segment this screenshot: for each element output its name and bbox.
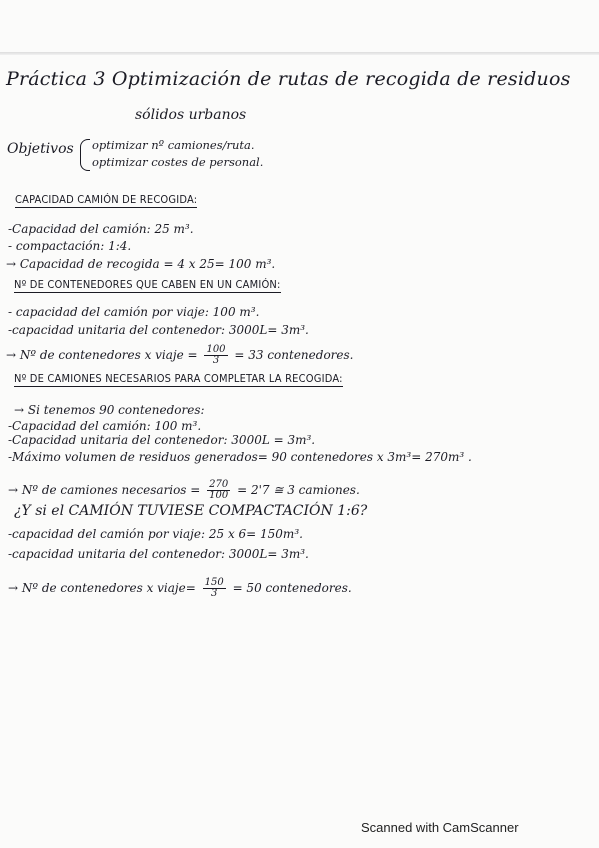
page-title: Práctica 3 Optimización de rutas de recogida de residuos bbox=[6, 68, 571, 90]
result-line bbox=[8, 480, 360, 501]
result-suffix: = 33 contenedores. bbox=[234, 348, 354, 362]
result-prefix: → Nº de camiones necesarios = bbox=[8, 483, 201, 497]
fraction bbox=[207, 480, 230, 501]
result-suffix: = 2'7 ≅ 3 camiones. bbox=[237, 483, 360, 497]
page-subtitle: sólidos urbanos bbox=[135, 107, 247, 123]
fraction-numerator: 150 bbox=[204, 577, 224, 588]
note-line: → Si tenemos 90 contenedores: bbox=[14, 403, 205, 417]
fraction bbox=[203, 578, 226, 599]
result-suffix: = 50 contenedores. bbox=[232, 581, 352, 595]
note-line: -Capacidad unitaria del contenedor: 3000L = 3m³. bbox=[8, 433, 316, 447]
fraction-denominator: 3 bbox=[211, 588, 218, 599]
objective-item: optimizar nº camiones/ruta. bbox=[92, 138, 255, 152]
section-question: ¿Y si el CAMIÓN TUVIESE COMPACTACIÓN 1:6? bbox=[14, 503, 368, 519]
fraction bbox=[204, 345, 227, 366]
fraction-denominator: 100 bbox=[209, 490, 229, 501]
note-line: -capacidad unitaria del contenedor: 3000L= 3m³. bbox=[8, 547, 309, 561]
section-heading-trucks: Nº DE CAMIONES NECESARIOS PARA COMPLETAR LA RECOGIDA: bbox=[14, 372, 343, 385]
section-heading-capacity: CAPACIDAD CAMIÓN DE RECOGIDA: bbox=[15, 193, 198, 206]
note-line: -Capacidad del camión: 25 m³. bbox=[8, 222, 194, 236]
result-line bbox=[8, 578, 352, 599]
result-prefix: → Nº de contenedores x viaje= bbox=[8, 581, 196, 595]
objective-item: optimizar costes de personal. bbox=[92, 155, 264, 169]
fraction-numerator: 100 bbox=[206, 344, 226, 355]
scanner-watermark: Scanned with CamScanner bbox=[361, 820, 519, 835]
objectives-brace bbox=[80, 139, 90, 171]
result-prefix: → Nº de contenedores x viaje = bbox=[6, 348, 198, 362]
section-heading-containers: Nº DE CONTENEDORES QUE CABEN EN UN CAMIÓN: bbox=[14, 278, 281, 291]
note-line: → Capacidad de recogida = 4 x 25= 100 m³. bbox=[6, 257, 276, 271]
note-line: -capacidad unitaria del contenedor: 3000L= 3m³. bbox=[8, 323, 309, 337]
note-line: - capacidad del camión por viaje: 100 m³. bbox=[8, 305, 260, 319]
objectives-label: Objetivos bbox=[7, 141, 74, 157]
note-line: -Máximo volumen de residuos generados= 90 contenedores x 3m³= 270m³ . bbox=[8, 450, 472, 464]
note-line: - compactación: 1:4. bbox=[8, 239, 132, 253]
page-edge bbox=[0, 52, 599, 55]
note-line: -Capacidad del camión: 100 m³. bbox=[8, 419, 202, 433]
note-line: -capacidad del camión por viaje: 25 x 6= 150m³. bbox=[8, 527, 303, 541]
result-line bbox=[6, 345, 353, 366]
fraction-numerator: 270 bbox=[209, 479, 229, 490]
fraction-denominator: 3 bbox=[212, 355, 220, 366]
